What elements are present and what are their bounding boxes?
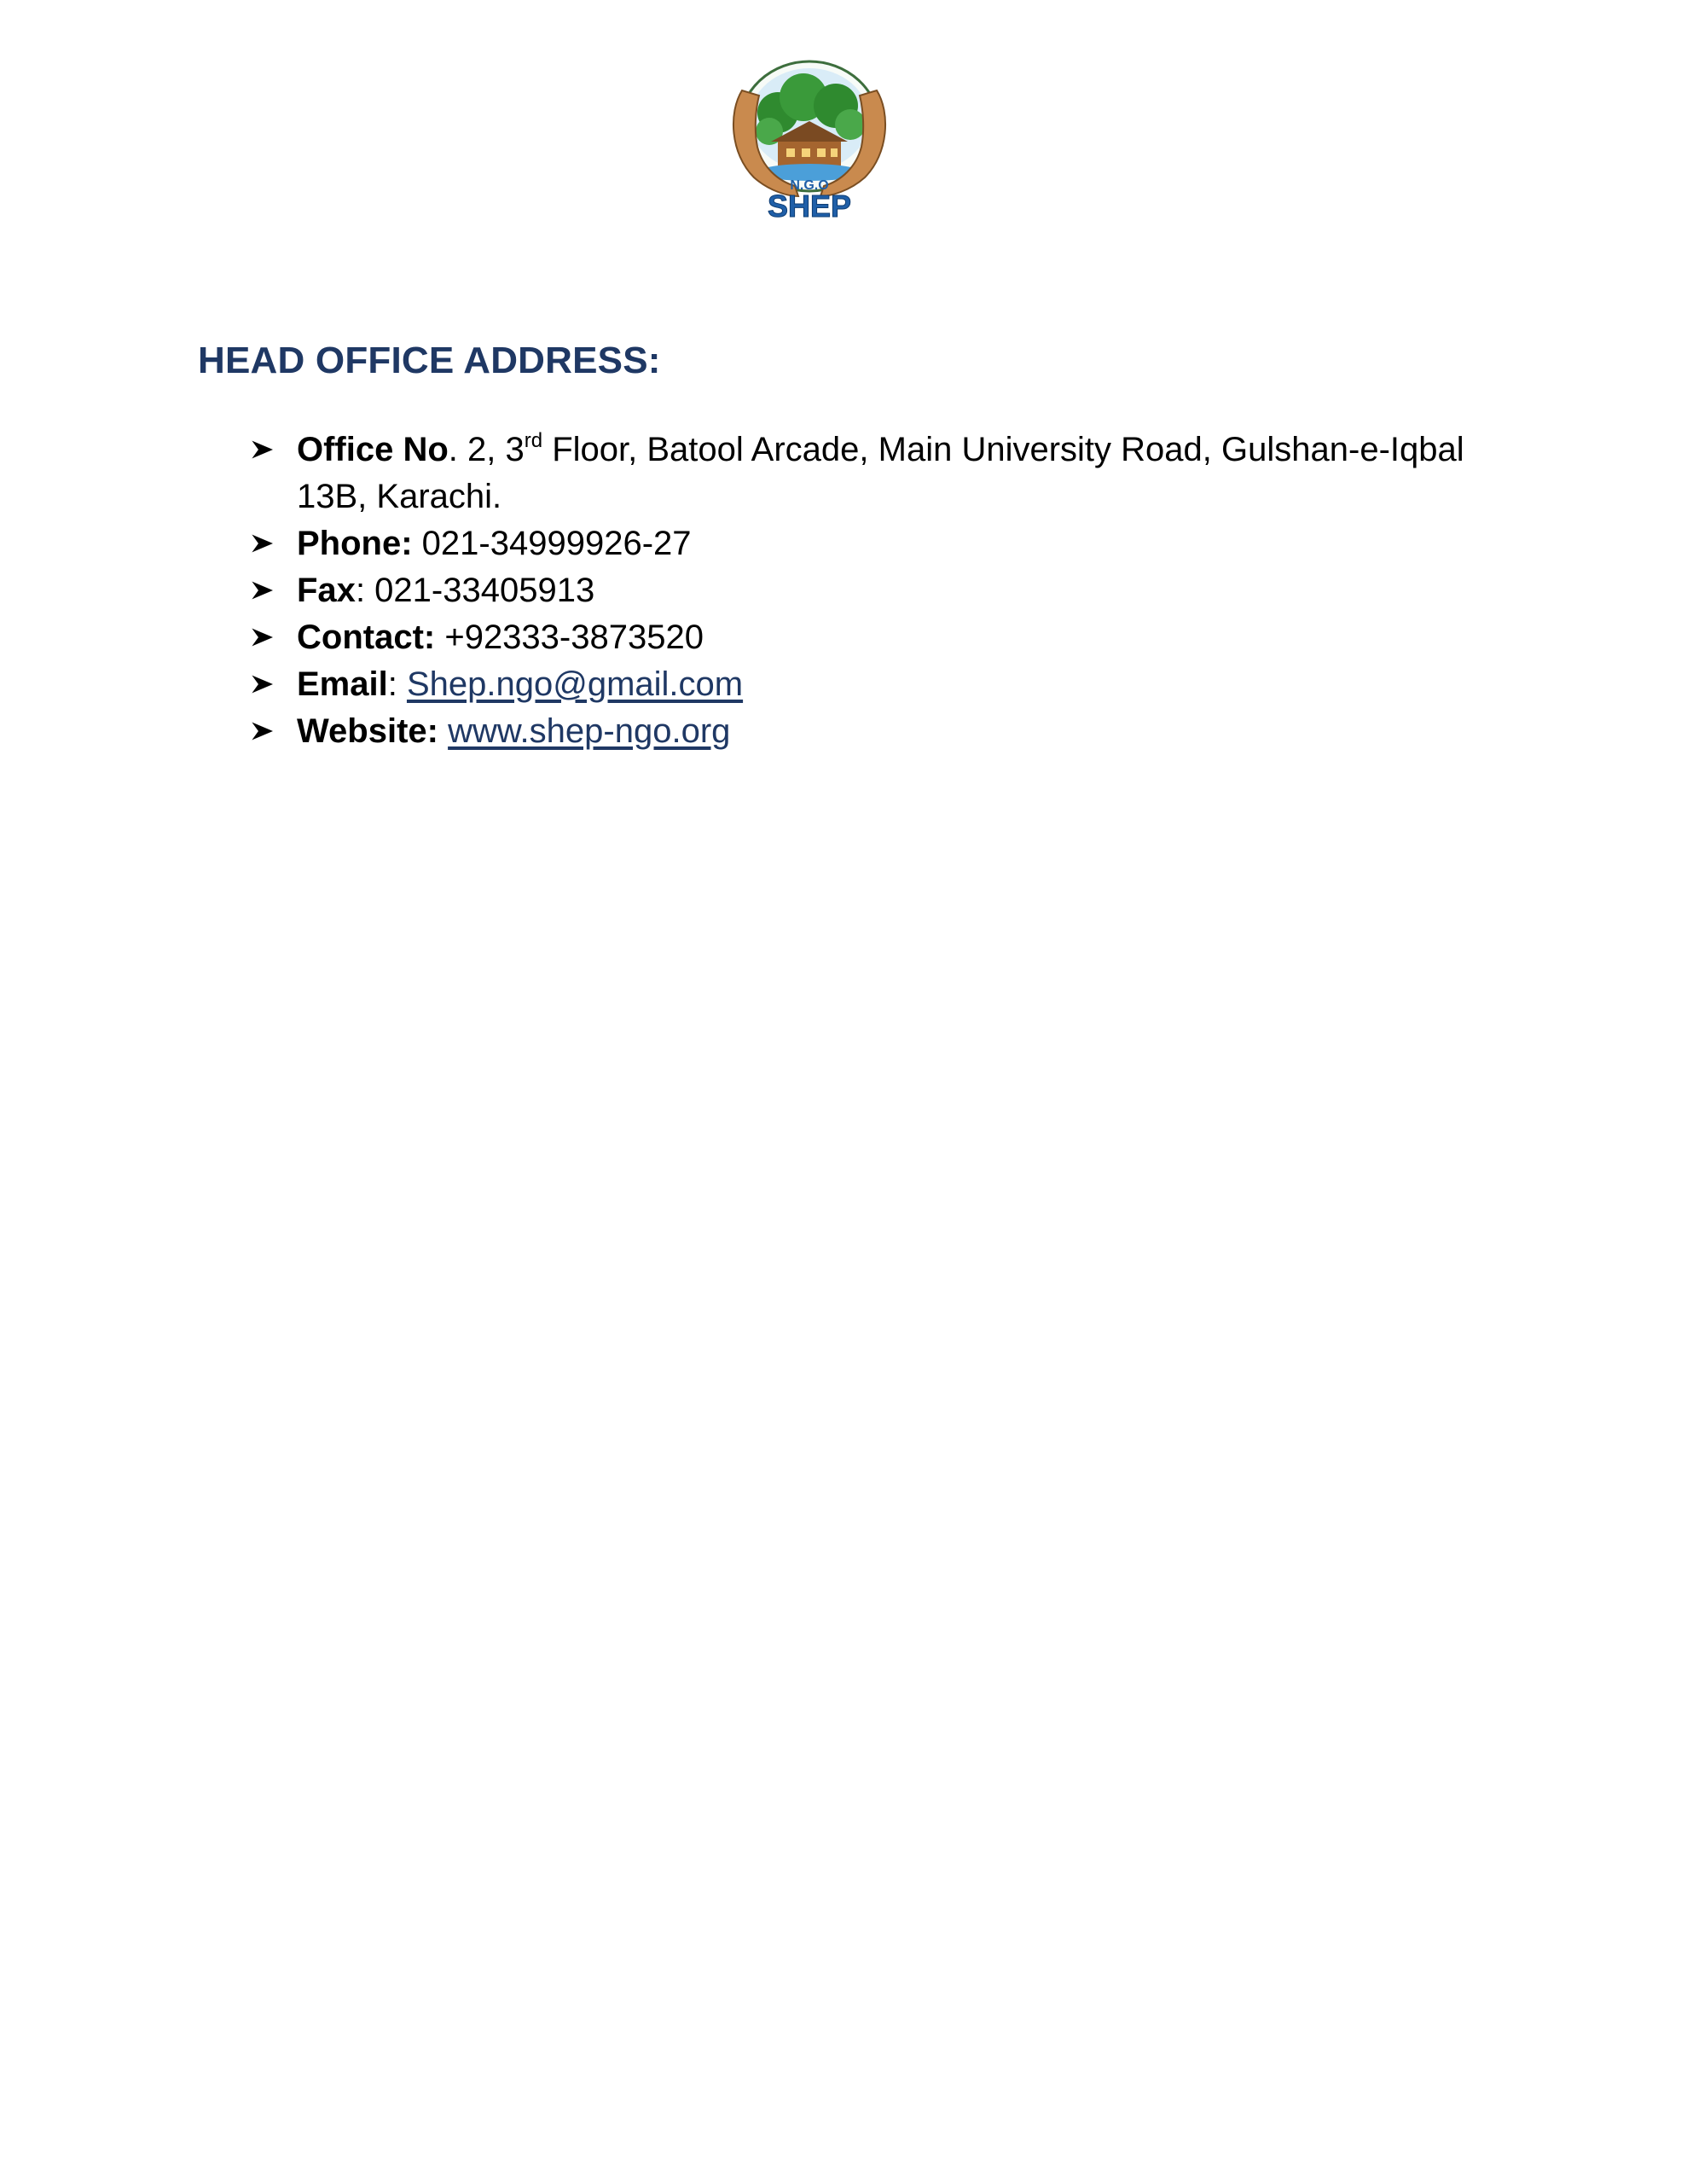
contact-label: Contact: [297,619,436,656]
contact-value: +92333-3873520 [435,619,704,656]
address-sup: rd [524,429,543,452]
phone-item [247,520,1475,567]
contact-item [247,614,1475,661]
logo-ngo-text: N.G.O [790,178,829,193]
email-separator: : [387,665,407,703]
email-item [247,661,1475,708]
email-label: Email [297,665,388,703]
head-office-heading: HEAD OFFICE ADDRESS: [198,340,661,381]
arrowhead-bullet-icon [249,671,275,697]
fax-label: Fax [297,572,356,609]
address-pre: . 2, 3 [448,431,525,468]
contact-list [247,427,1475,755]
arrowhead-bullet-icon [249,531,275,556]
shep-ngo-logo-graphic [710,53,909,224]
website-link[interactable]: www.shep-ngo.org [448,712,731,750]
arrowhead-bullet-icon [249,578,275,603]
website-label: Website: [297,712,438,750]
arrowhead-bullet-icon [249,718,275,744]
fax-item [247,567,1475,614]
address-label: Office No [297,431,449,468]
phone-label: Phone: [297,525,413,562]
email-link[interactable]: Shep.ngo@gmail.com [406,665,744,703]
arrowhead-bullet-icon [249,437,275,462]
address-item [247,427,1475,520]
shep-ngo-logo [710,53,909,224]
arrowhead-bullet-icon [249,624,275,650]
phone-value: 021-34999926-27 [412,525,692,562]
address-post: Floor, Batool Arcade, Main University Road, Gulshan-e-Iqbal 13B, Karachi. [297,431,1464,515]
website-separator [438,712,448,750]
logo-name-text: SHEP [767,189,852,224]
fax-value: : 021-33405913 [355,572,595,609]
website-item [247,708,1475,755]
